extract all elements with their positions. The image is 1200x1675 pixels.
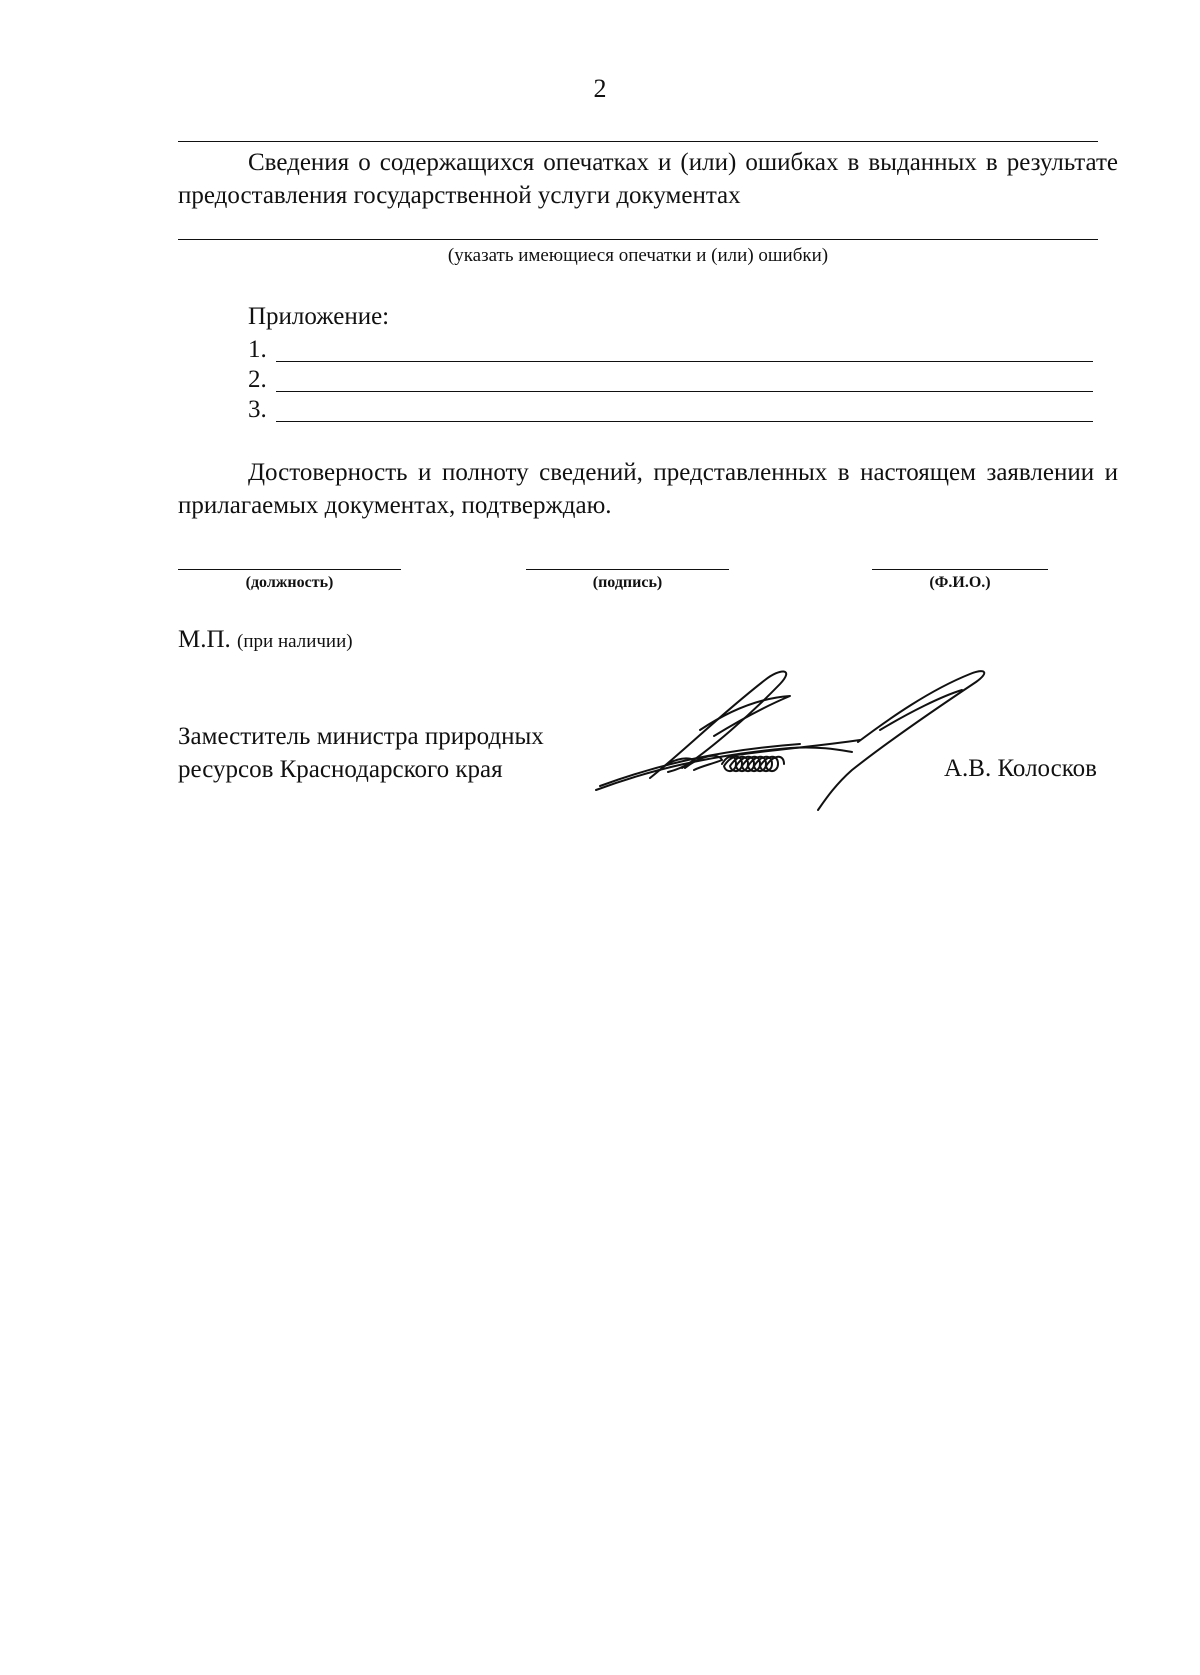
fio-caption: (Ф.И.О.) [929,574,991,591]
annex-item-2[interactable] [248,365,1093,395]
stamp-note: (при наличии) [237,631,353,652]
stamp-label: М.П. [178,626,231,653]
signer-title-line-2: ресурсов Краснодарского края [178,756,503,783]
handwritten-signature [590,660,1040,820]
top-rule [178,141,1098,142]
annex-item-1[interactable] [248,335,1093,365]
errors-blank-line[interactable] [178,239,1098,240]
signer-name: А.В. Колосков [944,755,1097,782]
stamp-place [178,626,353,654]
annex-item-blank [276,391,1093,392]
errors-section-text: Сведения о содержащихся опечатках и (или) ошибках в выданных в результате предоставления государственной услуги документах [178,149,1118,209]
page-number: 2 [593,74,607,103]
signature-line[interactable] [526,569,729,570]
annex-item-number: 1. [248,336,267,363]
fio-line[interactable] [872,569,1048,570]
confirmation-text: Достоверность и полноту сведений, представленных в настоящем заявлении и прилагаемых документах, подтверждаю. [178,459,1118,519]
annex-item-number: 2. [248,366,267,393]
signer-title-line-1: Заместитель министра природных [178,723,544,750]
annex-item-3[interactable] [248,395,1093,425]
annex-item-blank [276,361,1093,362]
signature-caption: (подпись) [592,574,663,591]
signer-title [178,720,544,786]
errors-hint: (указать имеющиеся опечатки и (или) ошибки) [447,245,829,266]
annex-title: Приложение: [248,303,390,330]
position-line[interactable] [178,569,401,570]
annex-item-blank [276,421,1093,422]
position-caption: (должность) [245,574,334,591]
annex-item-number: 3. [248,396,267,423]
